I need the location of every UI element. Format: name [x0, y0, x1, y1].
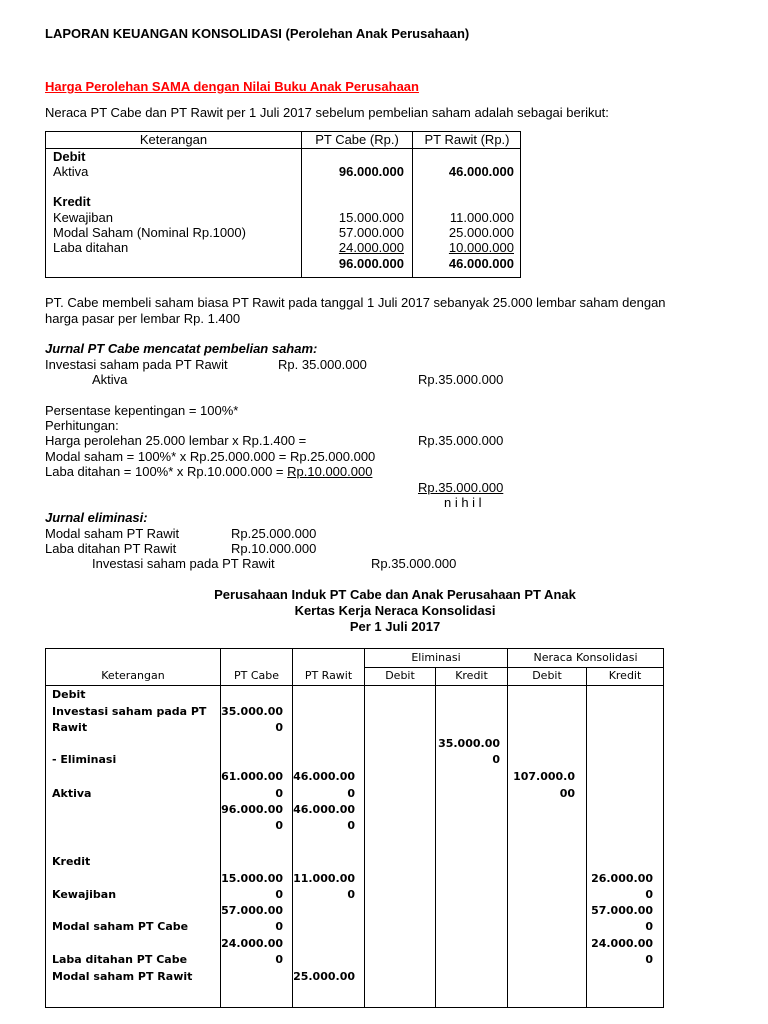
aktiva-cabe: 96.000.000	[338, 164, 404, 179]
nihil-text: n i h i l	[444, 495, 482, 510]
ws-laba-cabe-label: Laba ditahan PT Cabe	[52, 953, 188, 966]
ws-modal-nk-2: 0	[645, 920, 653, 933]
eliminasi-line3-amount: Rp.35.000.000	[371, 556, 457, 571]
ws-investasi-cabe-1: 35.000.00	[221, 705, 283, 718]
perhitungan-label: Perhitungan:	[45, 418, 119, 433]
ws-modal-rawit-label: Modal saham PT Rawit	[52, 970, 193, 983]
jurnal-pembelian-line1-amount: Rp. 35.000.000	[278, 357, 367, 372]
header-nk-kredit: Kredit	[608, 669, 642, 682]
ws-kew-cabe-1: 15.000.00	[221, 872, 283, 885]
aktiva-label: Aktiva	[53, 164, 89, 179]
ws-aktiva-nk-2: 00	[559, 787, 575, 800]
laba-rawit: 10.000.000	[448, 240, 514, 255]
ws-modal-cabe-1: 57.000.00	[221, 904, 283, 917]
ws-kew-nk-1: 26.000.00	[591, 872, 653, 885]
ws-laba-cabe-2: 0	[275, 953, 283, 966]
total-rawit: 46.000.000	[448, 256, 514, 271]
ws-debit-label: Debit	[52, 688, 86, 701]
ws-modal-nk-1: 57.000.00	[591, 904, 653, 917]
ws-aktiva-nk-1: 107.000.0	[513, 770, 575, 783]
kewajiban-cabe: 15.000.000	[338, 210, 404, 225]
header-eliminasi: Eliminasi	[411, 651, 461, 664]
purchase-text-line2: harga pasar per lembar Rp. 1.400	[45, 311, 241, 326]
persentase-text: Persentase kepentingan = 100%*	[45, 403, 239, 418]
ws-total-cabe-2: 0	[275, 819, 283, 832]
ws-eliminasi-label: - Eliminasi	[52, 753, 117, 766]
laba-ditahan-prefix: Laba ditahan = 100%* x Rp.10.000.000 =	[45, 464, 288, 479]
ws-modal-cabe-2: 0	[275, 920, 283, 933]
jurnal-pembelian-line2-amount: Rp.35.000.000	[418, 372, 504, 387]
ws-elim-kredit-1: 35.000.00	[438, 737, 500, 750]
laba-ditahan-line	[45, 464, 372, 479]
worksheet-title-line1: Perusahaan Induk PT Cabe dan Anak Perusahaan PT Anak	[214, 587, 576, 602]
header-keterangan: Keterangan	[139, 132, 208, 147]
header-pt-cabe: PT Cabe (Rp.)	[315, 132, 399, 147]
jurnal-pembelian-heading: Jurnal PT Cabe mencatat pembelian saham:	[45, 341, 318, 356]
balance-table	[45, 131, 521, 278]
ws-investasi-label-1: Investasi saham pada PT	[52, 705, 207, 718]
kredit-label: Kredit	[53, 194, 91, 209]
modal-cabe: 57.000.000	[338, 225, 404, 240]
ws-aktiva-cabe-2: 0	[275, 787, 283, 800]
laba-cabe: 24.000.000	[338, 240, 404, 255]
ws-kew-cabe-2: 0	[275, 888, 283, 901]
eliminasi-line2-amount: Rp.10.000.000	[231, 541, 317, 556]
modal-rawit: 25.000.000	[448, 225, 514, 240]
jurnal-pembelian-line2-label: Aktiva	[92, 372, 128, 387]
purchase-text-line1: PT. Cabe membeli saham biasa PT Rawit pada tanggal 1 Juli 2017 sebanyak 25.000 lembar saham dengan	[45, 295, 666, 310]
ws-kew-rawit-1: 11.000.00	[293, 872, 355, 885]
header-neraca-konsolidasi: Neraca Konsolidasi	[533, 651, 638, 664]
header-elim-kredit: Kredit	[455, 669, 488, 682]
ws-total-cabe-1: 96.000.00	[221, 803, 283, 816]
eliminasi-line2-label: Laba ditahan PT Rawit	[45, 541, 177, 556]
ws-kew-nk-2: 0	[645, 888, 653, 901]
header-nk-debit: Debit	[532, 669, 562, 682]
ws-investasi-label-2: Rawit	[52, 721, 88, 734]
header-pt-cabe: PT Cabe	[233, 669, 280, 682]
header-elim-debit: Debit	[385, 669, 415, 682]
header-pt-rawit: PT Rawit	[304, 669, 353, 682]
ws-modal-rawit-1: 25.000.00	[293, 970, 355, 983]
ws-elim-kredit-2: 0	[492, 753, 500, 766]
eliminasi-line1-label: Modal saham PT Rawit	[45, 526, 180, 541]
ws-modal-cabe-label: Modal saham PT Cabe	[52, 920, 189, 933]
ws-laba-nk-2: 0	[645, 953, 653, 966]
eliminasi-line1-amount: Rp.25.000.000	[231, 526, 317, 541]
intro-text: Neraca PT Cabe dan PT Rawit per 1 Juli 2017 sebelum pembelian saham adalah sebagai berikut:	[45, 105, 609, 120]
kewajiban-label: Kewajiban	[53, 210, 113, 225]
jurnal-eliminasi-heading: Jurnal eliminasi:	[45, 510, 148, 525]
ws-kew-rawit-2: 0	[347, 888, 355, 901]
section-subtitle: Harga Perolehan SAMA dengan Nilai Buku Anak Perusahaan	[45, 79, 419, 94]
eliminasi-line3-label: Investasi saham pada PT Rawit	[92, 556, 275, 571]
aktiva-rawit: 46.000.000	[448, 164, 514, 179]
worksheet-table	[45, 648, 664, 1008]
laba-ditahan-amount: Rp.10.000.000	[287, 464, 373, 479]
harga-perolehan-label: Harga perolehan 25.000 lembar x Rp.1.400 =	[45, 433, 307, 448]
ws-kewajiban-label: Kewajiban	[52, 888, 117, 901]
ws-investasi-cabe-2: 0	[275, 721, 283, 734]
total-cabe: 96.000.000	[338, 256, 404, 271]
header-pt-rawit: PT Rawit (Rp.)	[424, 132, 510, 147]
ws-laba-nk-1: 24.000.00	[591, 937, 653, 950]
modal-label: Modal Saham (Nominal Rp.1000)	[53, 225, 246, 240]
harga-perolehan-amount: Rp.35.000.000	[418, 433, 504, 448]
ws-aktiva-cabe-1: 61.000.00	[221, 770, 283, 783]
jurnal-pembelian-line1-label: Investasi saham pada PT Rawit	[45, 357, 228, 372]
debit-label: Debit	[53, 149, 86, 164]
worksheet-title-line3: Per 1 Juli 2017	[349, 619, 441, 634]
laba-label: Laba ditahan	[53, 240, 129, 255]
ws-total-rawit-1: 46.000.00	[293, 803, 355, 816]
kewajiban-rawit: 11.000.000	[449, 210, 514, 225]
ws-aktiva-rawit-2: 0	[347, 787, 355, 800]
ws-aktiva-label: Aktiva	[52, 787, 92, 800]
worksheet-title-line2: Kertas Kerja Neraca Konsolidasi	[294, 603, 496, 618]
ws-laba-cabe-1: 24.000.00	[221, 937, 283, 950]
modal-saham-line: Modal saham = 100%* x Rp.25.000.000 = Rp.25.000.000	[45, 449, 376, 464]
page-title: LAPORAN KEUANGAN KONSOLIDASI (Perolehan Anak Perusahaan)	[45, 26, 470, 41]
ws-total-rawit-2: 0	[347, 819, 355, 832]
ws-kredit-label: Kredit	[52, 855, 91, 868]
ws-aktiva-rawit-1: 46.000.00	[293, 770, 355, 783]
perhitungan-total: Rp.35.000.000	[418, 480, 504, 495]
header-keterangan: Keterangan	[101, 669, 165, 682]
